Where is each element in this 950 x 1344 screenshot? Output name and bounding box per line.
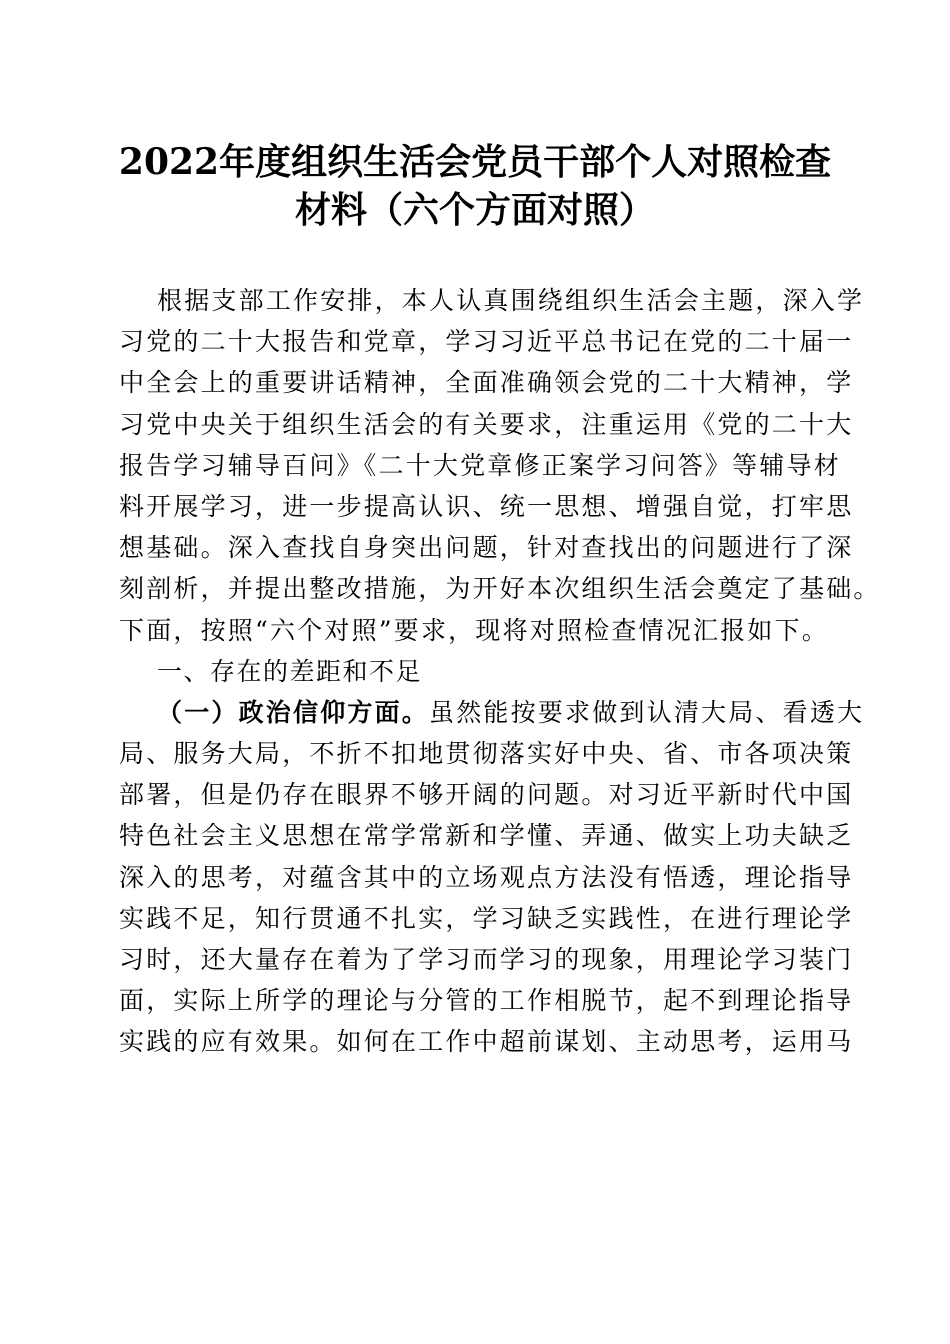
intro-paragraph-line: 想基础。深入查找自身突出问题，针对查找出的问题进行了深 [119,533,854,563]
subsection-paragraph-line: 实践不足，知行贯通不扎实，学习缺乏实践性，在进行理论学 [119,903,854,933]
intro-paragraph-line: 刻剖析，并提出整改措施，为开好本次组织生活会奠定了基础。 [119,574,881,604]
document-body [119,280,881,1063]
intro-paragraph-line: 根据支部工作安排，本人认真围绕组织生活会主题，深入学 [157,286,865,315]
subsection-label: （一）政治信仰方面。 [157,697,430,727]
document-title [90,138,860,234]
subsection-paragraph-line: 局、服务大局，不折不扣地贯彻落实好中央、省、市各项决策 [119,739,854,769]
subsection-first-text: 虽然能按要求做到认清大局、看透大 [429,697,865,727]
subsection-paragraph-line: 深入的思考，对蕴含其中的立场观点方法没有悟透，理论指导 [119,862,854,892]
intro-paragraph-line: 报告学习辅导百问》《二十大党章修正案学习问答》等辅导材 [119,450,841,480]
subsection-paragraph-line: 习时，还大量存在着为了学习而学习的现象，用理论学习装门 [119,945,854,974]
title-line-2: 材料（六个方面对照） [294,189,655,231]
title-line-1: 2022年度组织生活会党员干部个人对照检查 [118,141,832,183]
intro-paragraph-line: 习党中央关于组织生活会的有关要求，注重运用《党的二十大 [119,409,854,439]
intro-paragraph-line: 下面，按照“六个对照”要求，现将对照检查情况汇报如下。 [119,615,829,645]
intro-paragraph-line: 料开展学习，进一步提高认识、统一思想、增强自觉，打牢思 [119,491,854,521]
intro-paragraph-line: 中全会上的重要讲话精神，全面准确领会党的二十大精神，学 [119,368,854,398]
subsection-paragraph-line: 特色社会主义思想在常学常新和学懂、弄通、做实上功夫缺乏 [119,821,854,851]
subsection-paragraph-line: 实践的应有效果。如何在工作中超前谋划、主动思考，运用马 [119,1027,854,1057]
intro-paragraph-line: 习党的二十大报告和党章，学习习近平总书记在党的二十届一 [119,327,854,357]
subsection-paragraph-line: 部署，但是仍存在眼界不够开阔的问题。对习近平新时代中国 [119,780,854,810]
subsection-first-line [119,692,865,733]
section-heading: 一、存在的差距和不足 [157,656,423,686]
subsection-paragraph-line: 面，实际上所学的理论与分管的工作相脱节，起不到理论指导 [119,986,854,1016]
